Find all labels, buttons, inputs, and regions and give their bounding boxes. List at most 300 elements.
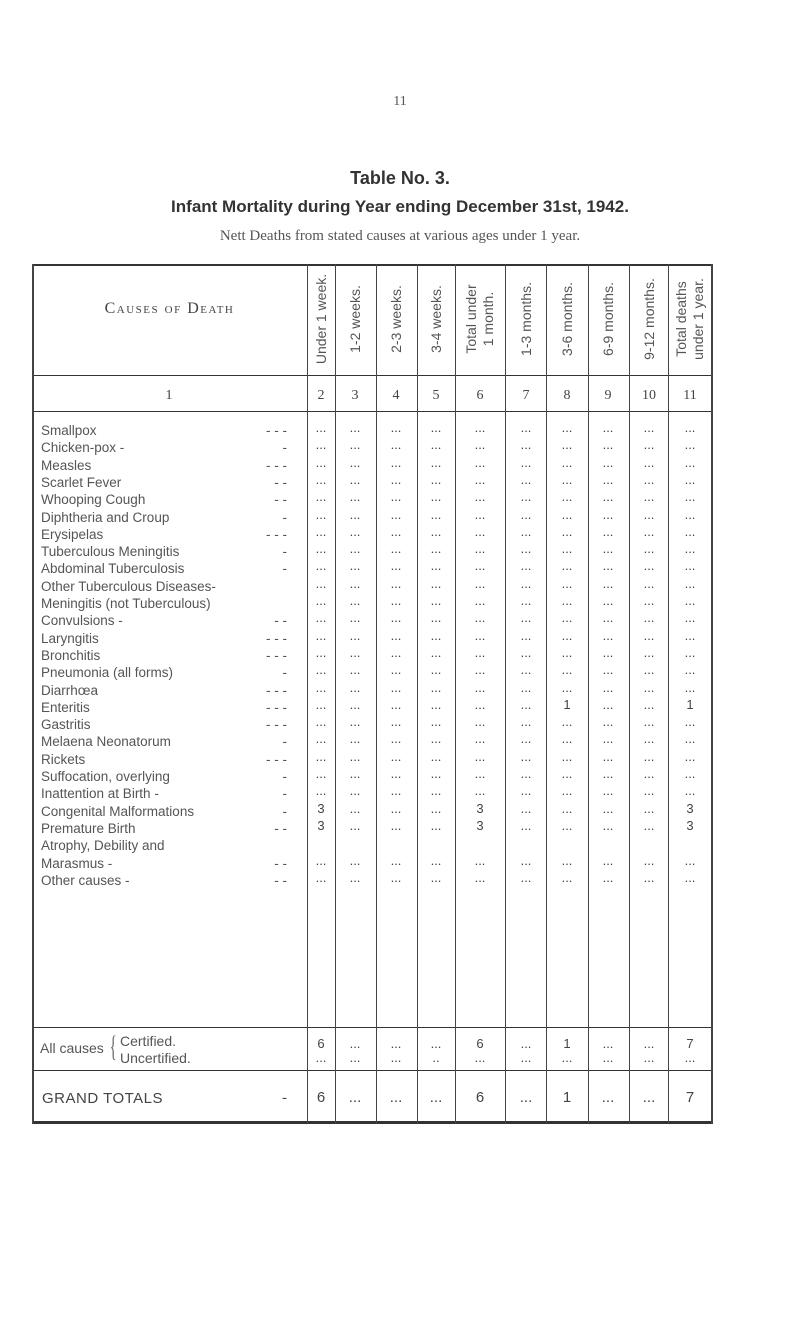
table-cell: ... xyxy=(684,748,696,764)
table-cell: ... xyxy=(643,696,655,712)
certified-cell: ... xyxy=(643,1036,655,1051)
table-cell: ... xyxy=(684,766,696,781)
table-cell: ... xyxy=(474,610,486,626)
table-cell: ... xyxy=(430,817,442,833)
mortality-table xyxy=(32,264,713,1124)
table-cell: ... xyxy=(349,471,361,487)
table-cell: ... xyxy=(349,679,361,695)
table-cell: ... xyxy=(520,731,532,747)
col-number: 10 xyxy=(642,388,656,403)
table-cell: ... xyxy=(602,679,614,695)
table-cell: ... xyxy=(643,506,655,522)
certified-cell: ... xyxy=(520,1036,532,1051)
table-cell: ... xyxy=(520,437,532,453)
table-cell: ... xyxy=(430,471,442,487)
col-number: 9 xyxy=(604,388,612,403)
table-cell: ... xyxy=(349,454,361,470)
table-cell: ... xyxy=(390,644,402,660)
table-cell: ... xyxy=(474,783,486,799)
table-cell: ... xyxy=(474,437,486,453)
row-cause-label xyxy=(41,492,301,507)
col-number: 4 xyxy=(392,388,400,403)
certified-cell: 1 xyxy=(563,1036,571,1051)
uncertified-cell: ... xyxy=(520,1050,532,1065)
table-cell: ... xyxy=(474,420,486,435)
table-cell: ... xyxy=(561,714,573,730)
cause-dashes: - xyxy=(282,769,287,784)
table-cell: ... xyxy=(561,437,573,453)
grand-total-cell: 1 xyxy=(562,1089,572,1106)
table-cell: ... xyxy=(684,679,696,695)
row-cause-label xyxy=(41,423,301,438)
grand-totals-dash: - xyxy=(282,1090,287,1106)
table-cell: ... xyxy=(643,471,655,487)
table-cell: ... xyxy=(390,558,402,574)
table-cell: ... xyxy=(602,869,614,885)
table-cell: ... xyxy=(474,714,486,730)
table-cell: 3 xyxy=(317,800,325,816)
cause-name: Smallpox xyxy=(41,423,97,438)
cause-name: Diphtheria and Croup xyxy=(41,509,170,525)
cause-name: Erysipelas xyxy=(41,526,104,542)
col-number: 11 xyxy=(683,388,697,403)
table-cell: ... xyxy=(390,593,402,608)
table-cell: ... xyxy=(643,627,655,643)
table-cell: ... xyxy=(390,817,402,833)
table-cell: ... xyxy=(430,541,442,557)
table-cell: ... xyxy=(474,593,486,608)
col-number: 6 xyxy=(476,388,484,403)
table-cell: ... xyxy=(349,523,361,539)
table-cell: ... xyxy=(520,696,532,712)
grand-total-cell: ... xyxy=(519,1089,533,1106)
table-cell: ... xyxy=(561,420,573,435)
table-cell: 3 xyxy=(317,817,325,833)
table-cell: ... xyxy=(561,869,573,885)
table-cell: 3 xyxy=(476,800,484,816)
row-cause-label xyxy=(41,665,301,680)
table-cell: ... xyxy=(520,506,532,522)
table-cell: ... xyxy=(349,731,361,747)
cause-name: Laryngitis xyxy=(41,630,99,646)
col-header-under-1-week: Under 1 week. xyxy=(313,273,329,365)
table-cell: ... xyxy=(561,575,573,591)
table-cell: ... xyxy=(390,420,402,435)
table-cell: ... xyxy=(602,696,614,712)
table-right-rule xyxy=(711,264,713,1124)
cause-dashes: - xyxy=(282,509,287,525)
table-cell: ... xyxy=(602,610,614,626)
row-cause-label xyxy=(41,734,301,749)
table-cell: ... xyxy=(602,489,614,505)
table-cell: ... xyxy=(474,852,486,868)
table-cell: ... xyxy=(474,766,486,781)
cause-dashes: - - xyxy=(274,872,287,888)
table-cell: ... xyxy=(390,471,402,487)
table-cell: ... xyxy=(430,662,442,678)
col-header-1-2-weeks: 1-2 weeks. xyxy=(347,285,363,353)
table-top-rule xyxy=(32,264,713,266)
table-cell: ... xyxy=(474,627,486,643)
table-cell: ... xyxy=(643,852,655,868)
cause-name: Abdominal Tuberculosis xyxy=(41,561,185,577)
table-cell: ... xyxy=(684,489,696,505)
table-cell: ... xyxy=(349,420,361,435)
col-header-6-9-months: 6-9 months. xyxy=(600,282,616,356)
table-cell: ... xyxy=(349,714,361,730)
col-number: 5 xyxy=(432,388,440,403)
table-cell: ... xyxy=(390,800,402,816)
table-cell: ... xyxy=(430,610,442,626)
table-cell: ... xyxy=(643,783,655,799)
table-cell: ... xyxy=(430,593,442,608)
table-cell: ... xyxy=(602,437,614,453)
table-cell: 1 xyxy=(686,696,694,712)
grand-total-cell: ... xyxy=(389,1089,403,1106)
col-header-line: 1 month. xyxy=(480,291,496,347)
table-cell: ... xyxy=(349,644,361,660)
table-cell: ... xyxy=(684,454,696,470)
row-cause-label xyxy=(41,579,301,594)
grand-total-cell: ... xyxy=(348,1089,362,1106)
table-cell: ... xyxy=(315,558,327,574)
table-cell: ... xyxy=(520,558,532,574)
cause-dashes: - xyxy=(282,440,287,456)
uncertified-cell: ... xyxy=(474,1050,486,1065)
table-cell: ... xyxy=(520,471,532,487)
page-number: 11 xyxy=(393,94,407,109)
table-cell: ... xyxy=(390,523,402,539)
certified-cell: 7 xyxy=(686,1036,694,1051)
column-number-rule xyxy=(32,411,713,412)
table-cell: ... xyxy=(315,679,327,695)
cause-name: Rickets xyxy=(41,751,86,767)
table-cell: ... xyxy=(602,471,614,487)
table-cell: ... xyxy=(430,506,442,522)
row-cause-label xyxy=(41,510,301,525)
table-cell: ... xyxy=(602,731,614,747)
table-cell: ... xyxy=(602,748,614,764)
table-cell: ... xyxy=(684,714,696,730)
table-cell: ... xyxy=(643,869,655,885)
table-cell: ... xyxy=(561,662,573,678)
row-cause-label xyxy=(41,804,301,819)
table-cell: ... xyxy=(430,696,442,712)
table-cell: ... xyxy=(349,852,361,868)
table-cell: ... xyxy=(390,783,402,799)
table-cell: ... xyxy=(474,748,486,764)
table-cell: ... xyxy=(643,766,655,781)
cause-dashes: - xyxy=(282,734,287,750)
cause-name: Pneumonia (all forms) xyxy=(41,665,174,681)
table-cell: ... xyxy=(643,593,655,608)
table-cell: ... xyxy=(684,783,696,799)
table-cell: ... xyxy=(430,731,442,747)
table-cell: ... xyxy=(520,541,532,557)
table-cell: ... xyxy=(602,454,614,470)
table-cell: ... xyxy=(684,593,696,608)
table-cell: ... xyxy=(643,679,655,695)
row-cause-label xyxy=(41,700,301,715)
table-cell: ... xyxy=(520,852,532,868)
table-cell: ... xyxy=(390,506,402,522)
table-cell: ... xyxy=(520,783,532,799)
table-cell: ... xyxy=(561,627,573,643)
col-number: 1 xyxy=(165,388,173,403)
table-cell: ... xyxy=(390,437,402,453)
table-cell: ... xyxy=(602,523,614,539)
table-cell: ... xyxy=(430,783,442,799)
table-cell: ... xyxy=(520,523,532,539)
table-cell: ... xyxy=(315,869,327,885)
table-cell: ... xyxy=(520,575,532,591)
table-cell: ... xyxy=(474,541,486,557)
table-cell: ... xyxy=(315,627,327,643)
cause-name: Whooping Cough xyxy=(41,492,146,508)
table-cell: ... xyxy=(390,627,402,643)
cause-name: Convulsions - xyxy=(41,613,123,629)
grand-total-cell: ... xyxy=(601,1089,615,1106)
table-cell: ... xyxy=(684,575,696,591)
table-cell: ... xyxy=(520,627,532,643)
table-left-rule xyxy=(32,264,34,1124)
grand-totals-label: GRAND TOTALS xyxy=(42,1090,164,1107)
table-cell: ... xyxy=(602,420,614,435)
cause-dashes: - xyxy=(282,561,287,577)
table-cell: ... xyxy=(561,783,573,799)
table-cell: ... xyxy=(643,437,655,453)
cause-name: Measles xyxy=(41,457,92,473)
table-cell: ... xyxy=(430,714,442,730)
cause-dashes: - - - xyxy=(266,457,287,473)
table-cell: ... xyxy=(643,662,655,678)
table-cell: ... xyxy=(315,471,327,487)
table-cell: ... xyxy=(474,731,486,747)
table-cell: ... xyxy=(643,558,655,574)
table-cell: ... xyxy=(474,471,486,487)
table-cell: ... xyxy=(315,714,327,730)
table-cell: ... xyxy=(602,714,614,730)
col-header-line: Total deaths xyxy=(673,281,689,357)
cause-name: Suffocation, overlying xyxy=(41,769,170,784)
table-cell: ... xyxy=(390,852,402,868)
table-cell: ... xyxy=(349,766,361,781)
row-cause-label xyxy=(41,838,301,853)
cause-dashes: - - - xyxy=(266,630,287,646)
cause-name: Enteritis xyxy=(41,699,90,715)
table-cell: ... xyxy=(430,644,442,660)
certified-cell: ... xyxy=(349,1036,361,1051)
table-cell: ... xyxy=(602,541,614,557)
table-cell: ... xyxy=(561,679,573,695)
table-cell: ... xyxy=(684,437,696,453)
table-cell: ... xyxy=(349,662,361,678)
table-cell: ... xyxy=(390,696,402,712)
table-cell: ... xyxy=(349,627,361,643)
table-cell: 3 xyxy=(686,800,694,816)
table-cell: ... xyxy=(602,558,614,574)
table-cell: ... xyxy=(315,593,327,608)
table-cell: ... xyxy=(474,523,486,539)
cause-dashes: - - xyxy=(274,492,287,508)
table-cell: ... xyxy=(315,783,327,799)
table-cell: ... xyxy=(602,506,614,522)
certified-label: Certified. xyxy=(120,1033,177,1049)
table-cell: ... xyxy=(349,489,361,505)
table-cell: ... xyxy=(474,558,486,574)
table-cell: 3 xyxy=(476,817,484,833)
row-cause-label xyxy=(41,458,301,473)
table-cell: ... xyxy=(602,783,614,799)
row-cause-label xyxy=(41,561,301,576)
table-cell: ... xyxy=(602,662,614,678)
table-cell: ... xyxy=(561,610,573,626)
col-number: 2 xyxy=(317,388,325,403)
row-cause-label xyxy=(41,752,301,767)
table-cell: ... xyxy=(561,644,573,660)
table-cell: ... xyxy=(474,679,486,695)
table-cell: ... xyxy=(349,558,361,574)
grand-total-cell: ... xyxy=(429,1089,443,1106)
table-cell: ... xyxy=(561,558,573,574)
table-cell: ... xyxy=(602,593,614,608)
table-cell: ... xyxy=(520,593,532,608)
table-cell: ... xyxy=(684,852,696,868)
table-cell: ... xyxy=(349,541,361,557)
table-cell: ... xyxy=(430,523,442,539)
cause-name: Congenital Malformations xyxy=(41,803,195,819)
table-cell: ... xyxy=(474,454,486,470)
table-cell: ... xyxy=(520,817,532,833)
table-cell: ... xyxy=(474,489,486,505)
table-cell: ... xyxy=(430,558,442,574)
uncertified-cell: ... xyxy=(684,1050,696,1065)
table-description: Nett Deaths from stated causes at various ages under 1 year. xyxy=(219,228,581,244)
table-cell: ... xyxy=(602,817,614,833)
table-cell: ... xyxy=(561,731,573,747)
row-cause-label xyxy=(41,648,301,663)
table-cell: ... xyxy=(315,610,327,626)
cause-dashes: - - - xyxy=(266,682,287,698)
table-cell: ... xyxy=(561,766,573,781)
uncertified-cell: ... xyxy=(602,1050,614,1065)
table-cell: ... xyxy=(315,437,327,453)
table-cell: ... xyxy=(390,714,402,730)
certified-cell: ... xyxy=(430,1036,442,1051)
cause-dashes: - - - xyxy=(266,699,287,715)
cause-name: Inattention at Birth - xyxy=(41,786,159,802)
col-number: 8 xyxy=(563,388,571,403)
table-cell: ... xyxy=(349,437,361,453)
table-cell: ... xyxy=(520,800,532,816)
uncertified-cell: ... xyxy=(561,1050,573,1065)
cause-name: Gastritis xyxy=(41,717,91,733)
uncertified-cell: ... xyxy=(643,1050,655,1065)
table-cell: ... xyxy=(430,748,442,764)
table-cell: ... xyxy=(561,471,573,487)
grand-total-cell: 6 xyxy=(316,1089,326,1106)
cause-name: Chicken-pox - xyxy=(41,440,125,456)
cause-dashes: - xyxy=(282,665,287,681)
table-cell: ... xyxy=(315,731,327,747)
cause-name: Marasmus - xyxy=(41,855,113,871)
table-cell: ... xyxy=(684,610,696,626)
table-cell: ... xyxy=(643,420,655,435)
grand-total-cell: 7 xyxy=(685,1089,695,1106)
cause-name: Other Tuberculous Diseases- xyxy=(41,578,216,594)
table-cell: ... xyxy=(643,800,655,816)
table-cell: ... xyxy=(430,420,442,435)
cause-name: Melaena Neonatorum xyxy=(41,734,171,750)
table-cell: ... xyxy=(430,575,442,591)
row-cause-label xyxy=(41,631,301,646)
table-cell: ... xyxy=(561,454,573,470)
table-cell: ... xyxy=(602,575,614,591)
row-cause-label xyxy=(41,769,301,784)
certified-cell: ... xyxy=(602,1036,614,1051)
col-header-3-6-months: 3-6 months. xyxy=(559,282,575,356)
table-cell: ... xyxy=(643,541,655,557)
table-cell: 1 xyxy=(563,696,571,712)
cause-dashes: - - - xyxy=(266,751,287,767)
table-cell: ... xyxy=(520,610,532,626)
table-cell: ... xyxy=(315,541,327,557)
cause-name: Premature Birth xyxy=(41,820,136,836)
table-cell: ... xyxy=(390,766,402,781)
table-cell: ... xyxy=(349,817,361,833)
table-cell: ... xyxy=(684,627,696,643)
table-cell: ... xyxy=(474,506,486,522)
table-cell: ... xyxy=(315,506,327,522)
row-cause-label xyxy=(41,527,301,542)
table-cell: ... xyxy=(315,420,327,435)
row-cause-label xyxy=(41,596,301,611)
table-cell: ... xyxy=(684,541,696,557)
table-cell: ... xyxy=(561,523,573,539)
col-header-2-3-weeks: 2-3 weeks. xyxy=(388,285,404,353)
table-cell: ... xyxy=(602,766,614,781)
certified-cell: ... xyxy=(390,1036,402,1051)
row-cause-label xyxy=(41,475,301,490)
table-cell: ... xyxy=(643,454,655,470)
table-cell: ... xyxy=(684,869,696,885)
table-cell: ... xyxy=(349,575,361,591)
table-cell: ... xyxy=(349,748,361,764)
row-cause-label xyxy=(41,440,301,455)
uncertified-cell: ... xyxy=(349,1050,361,1065)
table-cell: ... xyxy=(390,541,402,557)
brace-glyph: { xyxy=(109,1030,117,1063)
table-cell: ... xyxy=(474,662,486,678)
table-cell: ... xyxy=(315,696,327,712)
uncertified-cell: .. xyxy=(432,1050,440,1065)
causes-of-death-header: Causes of Death xyxy=(104,300,235,317)
table-cell: ... xyxy=(430,852,442,868)
table-cell: ... xyxy=(390,454,402,470)
table-cell: ... xyxy=(684,662,696,678)
table-cell: ... xyxy=(684,506,696,522)
col-header-3-4-weeks: 3-4 weeks. xyxy=(428,285,444,353)
table-cell: ... xyxy=(430,800,442,816)
table-cell: ... xyxy=(349,696,361,712)
table-cell: ... xyxy=(643,731,655,747)
row-cause-label xyxy=(41,786,301,801)
table-cell: ... xyxy=(643,489,655,505)
col-header-total-under-1-year xyxy=(673,278,707,360)
col-header-line: Total under xyxy=(463,284,479,354)
row-cause-label xyxy=(41,613,301,628)
cause-dashes: - xyxy=(282,544,287,560)
